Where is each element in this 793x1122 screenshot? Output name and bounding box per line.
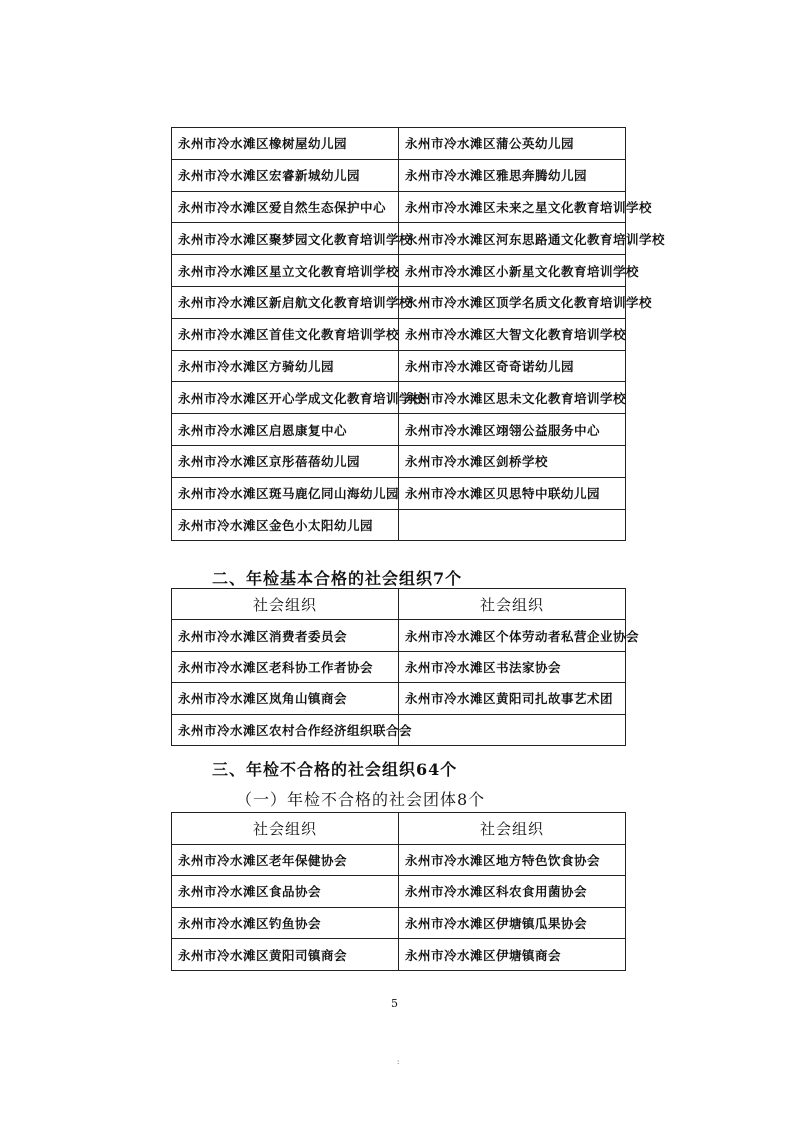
table-row bbox=[172, 844, 626, 876]
table-cell: 永州市冷水滩区剑桥学校 bbox=[399, 445, 626, 477]
table-cell: 永州市冷水滩区宏睿新城幼儿园 bbox=[172, 159, 399, 191]
table-cell: 永州市冷水滩区老年保健协会 bbox=[172, 844, 399, 876]
column-header: 社会组织 bbox=[172, 589, 399, 620]
table-row bbox=[172, 714, 626, 745]
table-cell: 永州市冷水滩区消费者委员会 bbox=[172, 620, 399, 651]
section-heading-failed: 三、年检不合格的社会组织64个 bbox=[212, 760, 458, 779]
organization-table-passed bbox=[171, 127, 666, 541]
column-header: 社会组织 bbox=[399, 589, 626, 620]
organization-table-failed bbox=[171, 812, 626, 971]
table-row bbox=[172, 683, 626, 714]
table-row bbox=[172, 509, 626, 541]
table-row bbox=[172, 223, 626, 255]
table-row bbox=[172, 445, 626, 477]
table-header-row bbox=[172, 589, 626, 620]
table-cell: 永州市冷水滩区农村合作经济组织联合会 bbox=[172, 714, 399, 745]
column-header: 社会组织 bbox=[172, 813, 399, 845]
table-cell: 永州市冷水滩区斑马鹿亿同山海幼儿园 bbox=[172, 477, 399, 509]
table-cell: 永州市冷水滩区思未文化教育培训学校 bbox=[399, 382, 626, 414]
table-cell: 永州市冷水滩区老科协工作者协会 bbox=[172, 651, 399, 682]
table-cell: 永州市冷水滩区伊塘镇商会 bbox=[399, 939, 626, 971]
table-cell: 永州市冷水滩区蒲公英幼儿园 bbox=[399, 128, 626, 160]
table-row bbox=[172, 477, 626, 509]
table-cell: 永州市冷水滩区橡树屋幼儿园 bbox=[172, 128, 399, 160]
table-cell: 永州市冷水滩区金色小太阳幼儿园 bbox=[172, 509, 399, 541]
footer-mark: : bbox=[397, 1058, 400, 1066]
table-row bbox=[172, 159, 626, 191]
table-row bbox=[172, 939, 626, 971]
table-cell: 永州市冷水滩区贝思特中联幼儿园 bbox=[399, 477, 626, 509]
table-cell: 永州市冷水滩区星立文化教育培训学校 bbox=[172, 255, 399, 287]
table-cell: 永州市冷水滩区顶学名质文化教育培训学校 bbox=[399, 286, 626, 318]
table-cell: 永州市冷水滩区聚梦园文化教育培训学校 bbox=[172, 223, 399, 255]
table-row bbox=[172, 382, 626, 414]
table-body bbox=[172, 620, 640, 746]
table-cell: 永州市冷水滩区个体劳动者私营企业协会 bbox=[399, 620, 626, 651]
table-row bbox=[172, 350, 626, 382]
table-cell: 永州市冷水滩区黄阳司镇商会 bbox=[172, 939, 399, 971]
table-cell bbox=[399, 714, 626, 745]
table-cell: 永州市冷水滩区新启航文化教育培训学校 bbox=[172, 286, 399, 318]
table-cell: 永州市冷水滩区食品协会 bbox=[172, 876, 399, 908]
table-row bbox=[172, 414, 626, 446]
table-cell: 永州市冷水滩区首佳文化教育培训学校 bbox=[172, 318, 399, 350]
table-cell: 永州市冷水滩区开心学成文化教育培训学校 bbox=[172, 382, 399, 414]
table-cell: 永州市冷水滩区河东思路通文化教育培训学校 bbox=[399, 223, 626, 255]
table-cell: 永州市冷水滩区京彤蓓蓓幼儿园 bbox=[172, 445, 399, 477]
table-body bbox=[172, 844, 626, 970]
table-cell: 永州市冷水滩区科农食用菌协会 bbox=[399, 876, 626, 908]
table-cell: 永州市冷水滩区钓鱼协会 bbox=[172, 907, 399, 939]
table-row bbox=[172, 255, 626, 287]
table-cell: 永州市冷水滩区大智文化教育培训学校 bbox=[399, 318, 626, 350]
table-cell: 永州市冷水滩区翊翎公益服务中心 bbox=[399, 414, 626, 446]
table-cell: 永州市冷水滩区奇奇诺幼儿园 bbox=[399, 350, 626, 382]
table-cell: 永州市冷水滩区书法家协会 bbox=[399, 651, 626, 682]
column-header: 社会组织 bbox=[399, 813, 626, 845]
table-cell: 永州市冷水滩区爱自然生态保护中心 bbox=[172, 191, 399, 223]
page-number: 5 bbox=[391, 997, 398, 1010]
table-cell: 永州市冷水滩区地方特色饮食协会 bbox=[399, 844, 626, 876]
table-cell bbox=[399, 509, 626, 541]
table-cell: 永州市冷水滩区启恩康复中心 bbox=[172, 414, 399, 446]
organization-table-basic-pass bbox=[171, 588, 640, 746]
table-row bbox=[172, 651, 626, 682]
table-row bbox=[172, 318, 626, 350]
table-cell: 永州市冷水滩区黄阳司扎故事艺术团 bbox=[399, 683, 626, 714]
table-row bbox=[172, 907, 626, 939]
section-heading-basic-pass: 二、年检基本合格的社会组织7个 bbox=[212, 569, 463, 588]
table-cell: 永州市冷水滩区岚角山镇商会 bbox=[172, 683, 399, 714]
table-cell: 永州市冷水滩区方骑幼儿园 bbox=[172, 350, 399, 382]
table-row bbox=[172, 876, 626, 908]
table-row bbox=[172, 128, 626, 160]
table-row bbox=[172, 620, 626, 651]
table-header-row bbox=[172, 813, 626, 845]
table-cell: 永州市冷水滩区雅思奔腾幼儿园 bbox=[399, 159, 626, 191]
table-row bbox=[172, 286, 626, 318]
table-cell: 永州市冷水滩区伊塘镇瓜果协会 bbox=[399, 907, 626, 939]
table-cell: 永州市冷水滩区未来之星文化教育培训学校 bbox=[399, 191, 626, 223]
table-body bbox=[172, 128, 666, 541]
table-row bbox=[172, 191, 626, 223]
subsection-heading-social-groups: （一）年检不合格的社会团体8个 bbox=[236, 790, 486, 809]
table-cell: 永州市冷水滩区小新星文化教育培训学校 bbox=[399, 255, 626, 287]
